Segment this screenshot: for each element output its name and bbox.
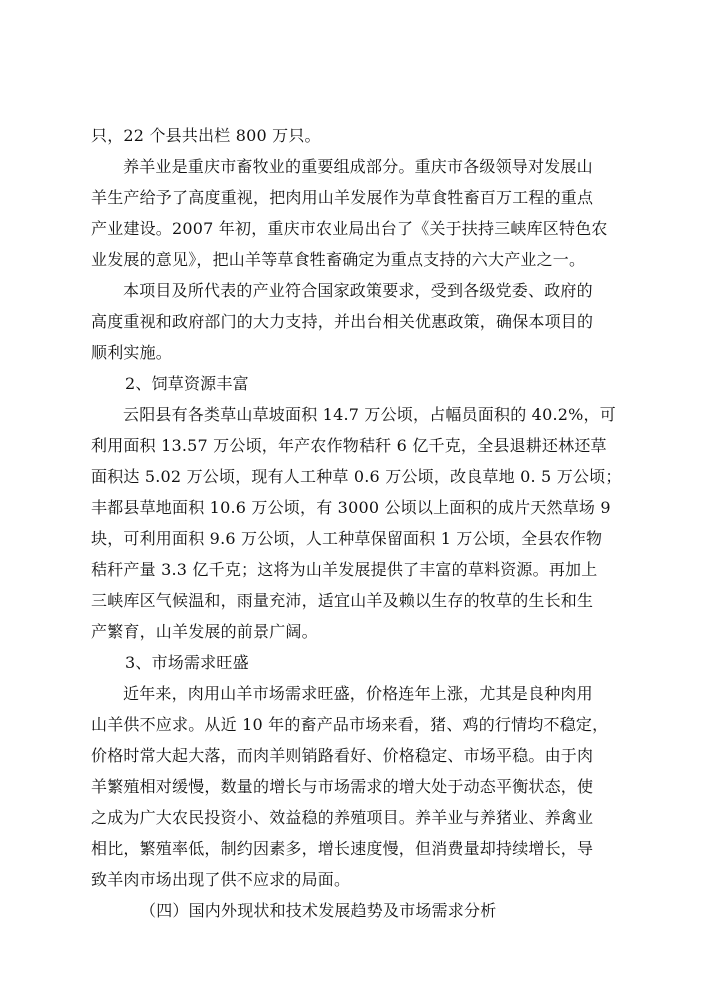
text-line: 三峡库区气候温和，雨量充沛，适宜山羊及赖以生存的牧草的生长和生 bbox=[91, 591, 594, 610]
text-line: 丰都县草地面积 10.6 万公顷，有 3000 公顷以上面积的成片天然草场 9 bbox=[91, 498, 611, 517]
text-line: 相比，繁殖率低，制约因素多，增长速度慢，但消费量却持续增长，导 bbox=[91, 839, 594, 858]
paragraph-line: 云阳县有各类草山草坡面积 14.7 万公顷，占幅员面积的 40.2%，可 bbox=[123, 405, 616, 424]
section-heading: 2、饲草资源丰富 bbox=[125, 374, 249, 393]
text-line: 山羊供不应求。从近 10 年的畜产品市场来看，猪、鸡的行情均不稳定， bbox=[91, 715, 609, 734]
text-line: 块，可利用面积 9.6 万公顷，人工种草保留面积 1 万公顷，全县农作物 bbox=[91, 529, 603, 548]
text-line: 之成为广大农民投资小、效益稳的养殖项目。养羊业与养猪业、养禽业 bbox=[91, 808, 594, 827]
text-line: 致羊肉市场出现了供不应求的局面。 bbox=[91, 870, 351, 889]
text-line: 价格时常大起大落，而肉羊则销路看好、价格稳定、市场平稳。由于肉 bbox=[91, 746, 594, 765]
paragraph-line: 近年来，肉用山羊市场需求旺盛，价格连年上涨，尤其是良种肉用 bbox=[123, 684, 593, 703]
text-line: 业发展的意见》，把山羊等草食牲畜确定为重点支持的六大产业之一。 bbox=[91, 250, 586, 269]
text-line: 产业建设。2007 年初，重庆市农业局出台了《关于扶持三峡库区特色农 bbox=[91, 219, 608, 238]
text-line: 利用面积 13.57 万公顷，年产农作物秸秆 6 亿千克，全县退耕还林还草 bbox=[91, 436, 607, 455]
section-heading: 3、市场需求旺盛 bbox=[125, 653, 249, 672]
text-line: 顺利实施。 bbox=[91, 343, 173, 362]
paragraph-line: 养羊业是重庆市畜牧业的重要组成部分。重庆市各级领导对发展山 bbox=[123, 157, 593, 176]
paragraph-line: 本项目及所代表的产业符合国家政策要求，受到各级党委、政府的 bbox=[123, 281, 593, 300]
section-heading: （四）国内外现状和技术发展趋势及市场需求分析 bbox=[140, 901, 497, 920]
text-line: 产繁育，山羊发展的前景广阔。 bbox=[91, 622, 318, 641]
text-line: 只，22 个县共出栏 800 万只。 bbox=[91, 126, 321, 145]
text-line: 羊繁殖相对缓慢，数量的增长与市场需求的增大处于动态平衡状态，使 bbox=[91, 777, 594, 796]
text-line: 高度重视和政府部门的大力支持，并出台相关优惠政策，确保本项目的 bbox=[91, 312, 594, 331]
text-line: 羊生产给予了高度重视，把肉用山羊发展作为草食牲畜百万工程的重点 bbox=[91, 188, 594, 207]
text-line: 面积达 5.02 万公顷，现有人工种草 0.6 万公顷，改良草地 0. 5 万公顷； bbox=[91, 467, 622, 486]
text-line: 秸秆产量 3.3 亿千克；这将为山羊发展提供了丰富的草料资源。再加上 bbox=[91, 560, 598, 579]
